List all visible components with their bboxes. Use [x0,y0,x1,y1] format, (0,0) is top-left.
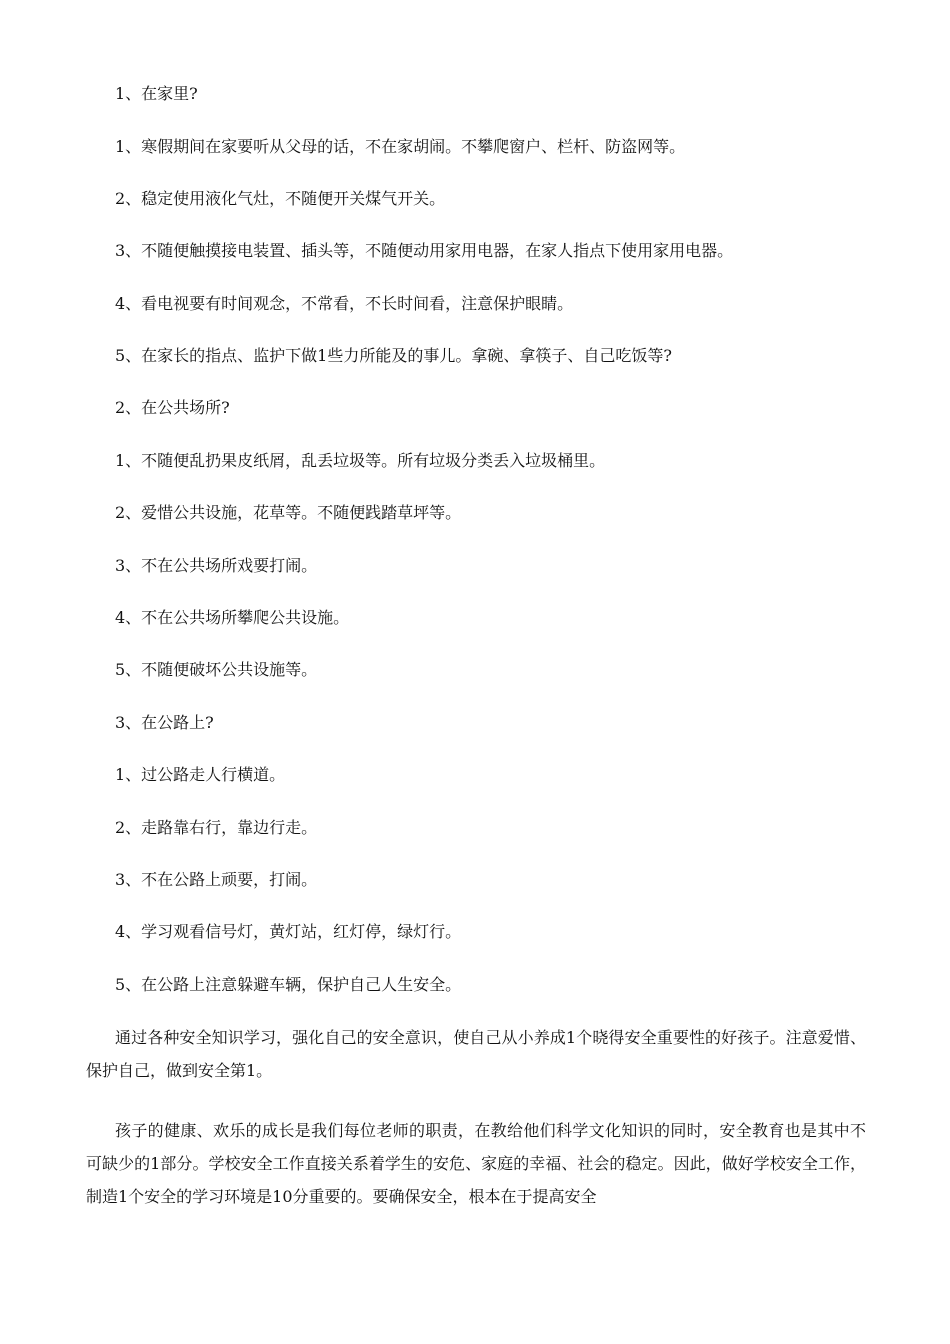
heading-public-places: 2、在公共场所? [115,398,230,417]
body-paragraph: 孩子的健康、欢乐的成长是我们每位老师的职责，在教给他们科学文化知识的同时，安全教育也是其中不可缺少的1部分。学校安全工作直接关系着学生的安危、家庭的幸福、社会的稳定。因此，做好学校安全工作，制造1个安全的学习环境是10分重要的。要确保安全，根本在于提高安全 [86,1121,866,1206]
heading-at-home: 1、在家里? [115,84,198,103]
list-item: 5、不随便破坏公共设施等。 [115,660,318,679]
list-item: 3、不在公共场所戏要打闹。 [115,556,318,575]
list-item: 4、不在公共场所攀爬公共设施。 [115,608,350,627]
list-item: 5、在公路上注意躲避车辆，保护自己人生安全。 [115,975,462,994]
list-item: 4、看电视要有时间观念，不常看，不长时间看，注意保护眼睛。 [115,294,574,313]
list-item: 2、爱惜公共设施，花草等。不随便践踏草坪等。 [115,503,462,522]
heading-on-road: 3、在公路上? [115,713,214,732]
summary-paragraph: 通过各种安全知识学习，强化自己的安全意识，使自己从小养成1个晓得安全重要性的好孩子。注意爱惜、保护自己，做到安全第1。 [86,1028,866,1080]
list-item: 2、稳定使用液化气灶，不随便开关煤气开关。 [115,189,446,208]
list-item: 1、寒假期间在家要听从父母的话，不在家胡闹。不攀爬窗户、栏杆、防盗网等。 [115,137,686,156]
list-item: 2、走路靠右行，靠边行走。 [115,818,318,837]
list-item: 1、不随便乱扔果皮纸屑，乱丢垃圾等。所有垃圾分类丢入垃圾桶里。 [115,451,606,470]
list-item: 5、在家长的指点、监护下做1些力所能及的事儿。拿碗、拿筷子、自己吃饭等? [115,346,672,365]
list-item: 3、不在公路上顽要，打闹。 [115,870,318,889]
list-item: 3、不随便触摸接电装置、插头等，不随便动用家用电器，在家人指点下使用家用电器。 [115,241,734,260]
list-item: 4、学习观看信号灯，黄灯站，红灯停，绿灯行。 [115,922,462,941]
list-item: 1、过公路走人行横道。 [115,765,286,784]
